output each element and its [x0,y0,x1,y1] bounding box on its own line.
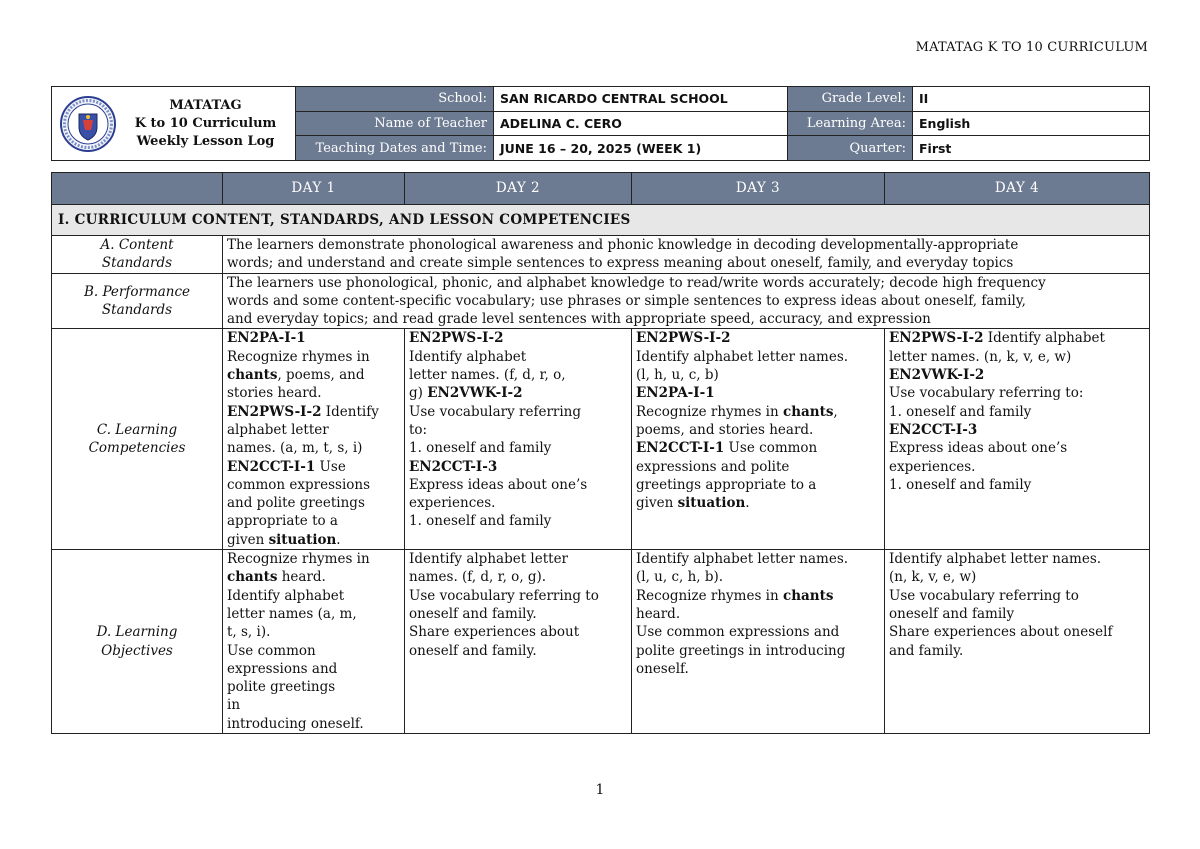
content-standards-row [52,236,1150,274]
brand-line-1: MATATAG [169,97,242,113]
learning-competencies-label: C. Learning Competencies [52,329,223,550]
performance-standards-text: The learners use phonological, phonic, and alphabet knowledge to read/write words accurately; decode high frequency words and some content-specific vocabulary; use phrases or simple sentences to express ideas about oneself, family, and everyday topics; and read grade level sentences with appropriate speed, accuracy, and expression [223,273,1150,329]
grade-level-value: II [913,87,1150,112]
school-label: School: [296,87,494,112]
lesson-log-table [51,172,1150,734]
brand-line-3: Weekly Lesson Log [136,133,275,149]
content-standards-text: The learners demonstrate phonological awareness and phonic knowledge in decoding developmentally-appropriate words; and understand and create simple sentences to express meaning about oneself, family, and everyday topics [223,236,1150,274]
brand-line-2: K to 10 Curriculum [134,115,277,131]
objectives-day-3: Identify alphabet letter names. (l, u, c, h, b). Recognize rhymes in chants heard. Use common expressions and polite greetings in introducing oneself. [632,550,885,734]
learning-objectives-label: D. Learning Objectives [52,550,223,734]
learning-area-value: English [913,111,1150,136]
learning-competencies-row [52,329,1150,550]
learning-area-label: Learning Area: [788,111,913,136]
performance-standards-row [52,273,1150,329]
teaching-dates-value: JUNE 16 – 20, 2025 (WEEK 1) [494,136,788,161]
objectives-day-4: Identify alphabet letter names. (n, k, v, e, w) Use vocabulary referring to oneself and family Share experiences about oneself and family. [885,550,1150,734]
grade-level-label: Grade Level: [788,87,913,112]
competencies-day-3: EN2PWS-I-2 Identify alphabet letter names. (l, h, u, c, b) EN2PA-I-1 Recognize rhymes in chants, poems, and stories heard. EN2CCT-I-1 Use common expressions and polite greetings appropriate to a given situation. [632,329,885,550]
teacher-label: Name of Teacher [296,111,494,136]
competencies-day-2: EN2PWS-I-2 Identify alphabet letter names. (f, d, r, o, g) EN2VWK-I-2 Use vocabulary referring to: 1. oneself and family EN2CCT-I-3 Express ideas about one’s experiences. 1. oneself and family [405,329,632,550]
learning-objectives-row [52,550,1150,734]
content-standards-label: A. Content Standards [52,236,223,274]
objectives-day-2: Identify alphabet letter names. (f, d, r, o, g). Use vocabulary referring to oneself and family. Share experiences about oneself and family. [405,550,632,734]
day-1-header: DAY 1 [223,173,405,205]
page-number: 1 [595,782,605,798]
blank-header-cell [52,173,223,205]
day-header-row [52,173,1150,205]
deped-seal-logo [60,96,116,152]
lesson-info-table [51,86,1150,161]
school-value: SAN RICARDO CENTRAL SCHOOL [494,87,788,112]
day-2-header: DAY 2 [405,173,632,205]
competencies-day-1: EN2PA-I-1 Recognize rhymes in chants, poems, and stories heard. EN2PWS-I-2 Identify alphabet letter names. (a, m, t, s, i) EN2CCT-I-1 Use common expressions and polite greetings appropriate to a given situation. [223,329,405,550]
page-header: MATATAG K TO 10 CURRICULUM [915,40,1148,55]
section-title: I. CURRICULUM CONTENT, STANDARDS, AND LESSON COMPETENCIES [52,205,1150,236]
objectives-day-1: Recognize rhymes in chants heard. Identify alphabet letter names (a, m, t, s, i). Use common expressions and polite greetings in introducing oneself. [223,550,405,734]
day-3-header: DAY 3 [632,173,885,205]
day-4-header: DAY 4 [885,173,1150,205]
quarter-value: First [913,136,1150,161]
brand-cell [52,87,296,161]
competencies-day-4: EN2PWS-I-2 Identify alphabet letter names. (n, k, v, e, w) EN2VWK-I-2 Use vocabulary referring to: 1. oneself and family EN2CCT-I-3 Express ideas about one’s experiences. 1. oneself and family [885,329,1150,550]
teacher-value: ADELINA C. CERO [494,111,788,136]
quarter-label: Quarter: [788,136,913,161]
teaching-dates-label: Teaching Dates and Time: [296,136,494,161]
performance-standards-label: B. Performance Standards [52,273,223,329]
